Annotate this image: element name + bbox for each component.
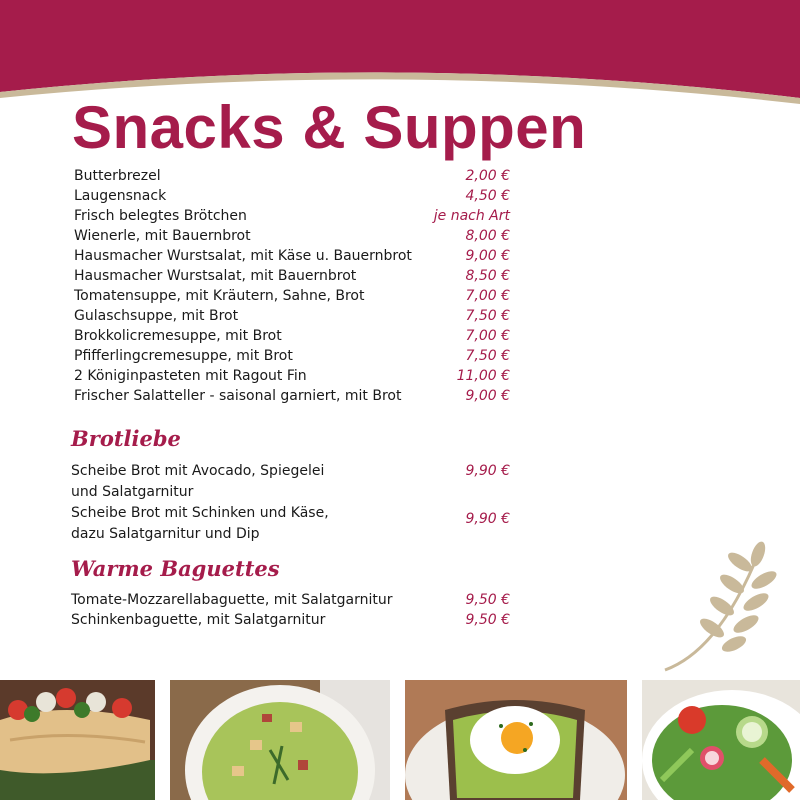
item-name: Brokkolicremesuppe, mit Brot [74, 328, 282, 344]
item-price: 7,50 € [465, 308, 510, 324]
item-name: Butterbrezel [74, 168, 161, 184]
item-line-2: und Salatgarnitur [71, 484, 194, 500]
menu-item [71, 461, 514, 503]
item-price: 9,00 € [465, 248, 510, 264]
item-line-1: Scheibe Brot mit Avocado, Spiegelei [71, 463, 325, 479]
page-title: Snacks & Suppen [72, 94, 587, 161]
item-price: 9,00 € [465, 388, 510, 404]
item-name: Frischer Salatteller - saisonal garniert, mit Brot [74, 388, 402, 404]
item-name: Wienerle, mit Bauernbrot [74, 228, 251, 244]
item-name: Pfifferlingcremesuppe, mit Brot [74, 348, 293, 364]
item-name: Hausmacher Wurstsalat, mit Käse u. Bauernbrot [74, 248, 412, 264]
item-price: 7,00 € [465, 288, 510, 304]
avocado-egg-toast-photo [405, 680, 627, 800]
menu-item [74, 346, 514, 366]
section-heading-brotliebe: Brotliebe [71, 426, 181, 451]
item-price: 7,50 € [465, 348, 510, 364]
menu-item [74, 246, 514, 266]
item-price: 9,90 € [465, 463, 510, 479]
item-name: 2 Königinpasteten mit Ragout Fin [74, 368, 307, 384]
item-price: 7,00 € [465, 328, 510, 344]
item-price: 9,50 € [465, 612, 510, 628]
menu-item [74, 386, 514, 406]
menu-item [74, 266, 514, 286]
menu-item [74, 186, 514, 206]
item-price: 4,50 € [465, 188, 510, 204]
item-price: 11,00 € [456, 368, 510, 384]
menu-item [74, 166, 514, 186]
item-name: Frisch belegtes Brötchen [74, 208, 247, 224]
baguette-photo [0, 680, 155, 800]
brotliebe-list [71, 461, 514, 545]
menu-item [71, 503, 514, 545]
item-line-1: Scheibe Brot mit Schinken und Käse, [71, 505, 329, 521]
menu-item [74, 326, 514, 346]
item-price: 9,50 € [465, 592, 510, 608]
item-name [71, 503, 371, 545]
item-price: 8,50 € [465, 268, 510, 284]
item-name: Schinkenbaguette, mit Salatgarnitur [71, 612, 326, 628]
item-name [71, 461, 371, 503]
baguettes-list [71, 590, 514, 630]
item-price: je nach Art [433, 208, 510, 224]
item-name: Laugensnack [74, 188, 167, 204]
menu-item [74, 306, 514, 326]
item-price: 8,00 € [465, 228, 510, 244]
item-name: Tomate-Mozzarellabaguette, mit Salatgarnitur [71, 592, 393, 608]
menu-item [74, 366, 514, 386]
snacks-menu-list [74, 166, 514, 406]
item-price: 9,90 € [465, 511, 510, 527]
menu-item [74, 286, 514, 306]
section-heading-warme-baguettes: Warme Baguettes [71, 556, 280, 581]
menu-item [71, 590, 514, 610]
wheat-icon [660, 540, 780, 680]
menu-item [74, 206, 514, 226]
photo-strip [0, 680, 800, 800]
soup-photo [170, 680, 390, 800]
item-name: Tomatensuppe, mit Kräutern, Sahne, Brot [74, 288, 365, 304]
item-name: Hausmacher Wurstsalat, mit Bauernbrot [74, 268, 357, 284]
item-line-2: dazu Salatgarnitur und Dip [71, 526, 260, 542]
item-name: Gulaschsuppe, mit Brot [74, 308, 239, 324]
item-price: 2,00 € [465, 168, 510, 184]
menu-item [74, 226, 514, 246]
menu-item [71, 610, 514, 630]
salad-photo [642, 680, 800, 800]
